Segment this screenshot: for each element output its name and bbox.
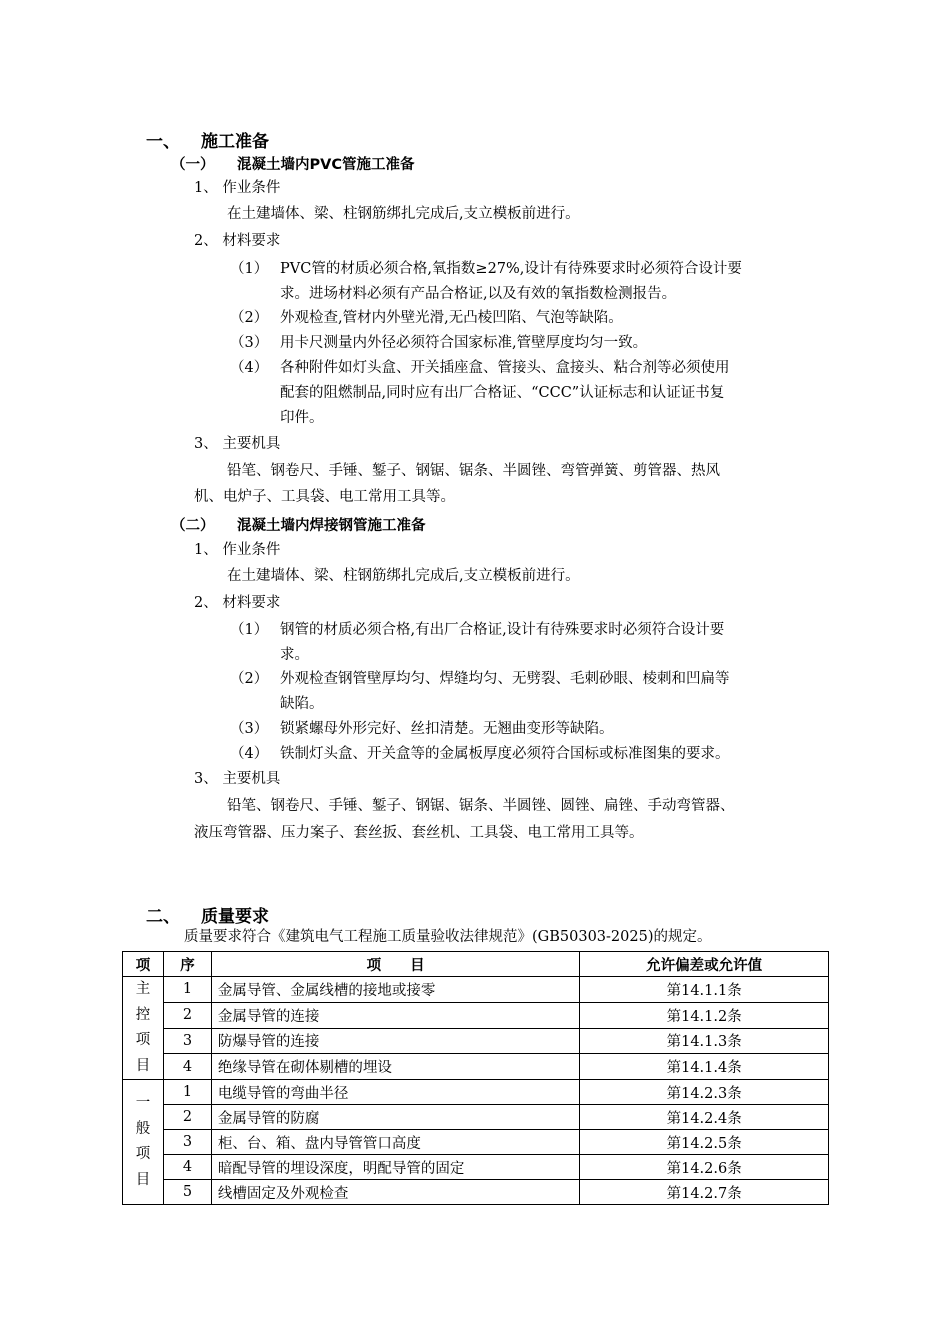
table-row <box>123 977 829 1003</box>
row-seq: 3 <box>163 1130 211 1155</box>
section2-title: 质量要求 <box>201 907 269 927</box>
sub1-number: （一） <box>171 157 215 173</box>
sub2-item1-text: 在土建墙体、梁、柱钢筋绑扎完成后,支立模板前进行。 <box>227 568 580 584</box>
row-item: 暗配导管的埋设深度，明配导管的固定 <box>211 1155 579 1180</box>
sub2-point3-line1: 锁紧螺母外形完好、丝扣清楚。无翘曲变形等缺陷。 <box>280 721 614 737</box>
sub2-point3-number: （3） <box>230 721 269 737</box>
row-item: 绝缘导管在砌体剔槽的埋设 <box>211 1054 579 1080</box>
row-item: 金属导管的防腐 <box>211 1105 579 1130</box>
table-row <box>123 1155 829 1180</box>
row-value: 第14.1.3条 <box>580 1028 829 1054</box>
row-value: 第14.2.7条 <box>580 1180 829 1205</box>
sub2-item3-line1: 铅笔、钢卷尺、手锤、錾子、钢锯、锯条、半圆锉、圆锉、扁锉、手动弯管器、 <box>227 798 735 814</box>
sub2-point4-line1: 铁制灯头盒、开关盒等的金属板厚度必须符合国标或标准图集的要求。 <box>280 746 730 762</box>
row-seq: 1 <box>163 977 211 1003</box>
header-category: 项 <box>123 952 164 977</box>
group-main-label: 主 控 项 目 <box>123 977 164 1080</box>
table-row <box>123 1028 829 1054</box>
row-seq: 2 <box>163 1002 211 1028</box>
table-row <box>123 1080 829 1105</box>
sub1-point3-number: （3） <box>230 335 269 351</box>
sub1-point3-line1: 用卡尺测量内外径必须符合国家标准,管壁厚度均匀一致。 <box>280 335 648 351</box>
sub2-point1-line1: 钢管的材质必须合格,有出厂合格证,设计有待殊要求时必须符合设计要 <box>280 622 725 638</box>
sub1-point4-line3: 印件。 <box>280 410 324 426</box>
row-item: 电缆导管的弯曲半径 <box>211 1080 579 1105</box>
header-item: 项 目 <box>211 952 579 977</box>
sub2-item3-label: 3、 主要机具 <box>194 771 281 787</box>
row-value: 第14.1.1条 <box>580 977 829 1003</box>
sub2-title: 混凝土墙内焊接钢管施工准备 <box>237 518 426 534</box>
row-item: 防爆导管的连接 <box>211 1028 579 1054</box>
table-row <box>123 1002 829 1028</box>
section2-number: 二、 <box>146 907 180 927</box>
sub2-number: （二） <box>171 518 215 534</box>
sub1-point1-number: （1） <box>230 261 269 277</box>
quality-table <box>122 951 829 1205</box>
table-row <box>123 1054 829 1080</box>
sub1-item1-text: 在土建墙体、梁、柱钢筋绑扎完成后,支立模板前进行。 <box>227 206 580 222</box>
row-seq: 2 <box>163 1105 211 1130</box>
sub1-title: 混凝土墙内PVC管施工准备 <box>237 157 415 173</box>
row-item: 金属导管的连接 <box>211 1002 579 1028</box>
row-value: 第14.2.3条 <box>580 1080 829 1105</box>
row-item: 金属导管、金属线槽的接地或接零 <box>211 977 579 1003</box>
header-value: 允许偏差或允许值 <box>580 952 829 977</box>
sub1-point2-number: （2） <box>230 310 269 326</box>
row-value: 第14.1.4条 <box>580 1054 829 1080</box>
table-row <box>123 1130 829 1155</box>
sub1-point2-line1: 外观检查,管材内外壁光滑,无凸棱凹陷、气泡等缺陷。 <box>280 310 623 326</box>
sub2-point1-line2: 求。 <box>280 647 309 663</box>
table-header-row <box>123 952 829 977</box>
sub1-item3-label: 3、 主要机具 <box>194 436 281 452</box>
section1-number: 一、 <box>146 132 180 152</box>
sub1-item3-line2: 机、电炉子、工具袋、电工常用工具等。 <box>194 489 455 505</box>
sub1-item2-label: 2、 材料要求 <box>194 233 281 249</box>
row-value: 第14.1.2条 <box>580 1002 829 1028</box>
sub1-item3-line1: 铅笔、钢卷尺、手锤、錾子、钢锯、锯条、半圆锉、弯管弹簧、剪管器、热风 <box>227 463 720 479</box>
row-value: 第14.2.6条 <box>580 1155 829 1180</box>
sub2-point2-line1: 外观检查钢管壁厚均匀、焊缝均匀、无劈裂、毛刺砂眼、棱刺和凹扁等 <box>280 671 730 687</box>
sub1-point1-line2: 求。进场材料必须有产品合格证,以及有效的氧指数检测报告。 <box>280 286 677 302</box>
row-seq: 4 <box>163 1155 211 1180</box>
table-row <box>123 1105 829 1130</box>
row-seq: 5 <box>163 1180 211 1205</box>
header-seq: 序 <box>163 952 211 977</box>
row-item: 线槽固定及外观检查 <box>211 1180 579 1205</box>
sub2-point1-number: （1） <box>230 622 269 638</box>
sub1-point4-number: （4） <box>230 360 269 376</box>
group-general-label: 一 般 项 目 <box>123 1080 164 1205</box>
table-row <box>123 1180 829 1205</box>
sub2-point4-number: （4） <box>230 746 269 762</box>
sub1-item1-label: 1、 作业条件 <box>194 180 281 196</box>
sub1-point1-line1: PVC管的材质必须合格,氧指数≥27%,设计有待殊要求时必须符合设计要 <box>280 261 742 277</box>
sub2-item2-label: 2、 材料要求 <box>194 595 281 611</box>
sub2-item3-line2: 液压弯管器、压力案子、套丝扳、套丝机、工具袋、电工常用工具等。 <box>194 825 644 841</box>
sub2-point2-line2: 缺陷。 <box>280 696 324 712</box>
sub2-point2-number: （2） <box>230 671 269 687</box>
sub1-point4-line1: 各种附件如灯头盒、开关插座盒、管接头、盒接头、粘合剂等必须使用 <box>280 360 730 376</box>
section1-title: 施工准备 <box>201 132 269 152</box>
row-item: 柜、台、箱、盘内导管管口高度 <box>211 1130 579 1155</box>
row-seq: 4 <box>163 1054 211 1080</box>
row-seq: 1 <box>163 1080 211 1105</box>
sub1-point4-line2: 配套的阻燃制品,同时应有出厂合格证、“CCC”认证标志和认证证书复 <box>280 385 725 401</box>
quality-intro: 质量要求符合《建筑电气工程施工质量验收法律规范》(GB50303-2025)的规定。 <box>184 929 712 945</box>
sub2-item1-label: 1、 作业条件 <box>194 542 281 558</box>
row-seq: 3 <box>163 1028 211 1054</box>
row-value: 第14.2.5条 <box>580 1130 829 1155</box>
row-value: 第14.2.4条 <box>580 1105 829 1130</box>
